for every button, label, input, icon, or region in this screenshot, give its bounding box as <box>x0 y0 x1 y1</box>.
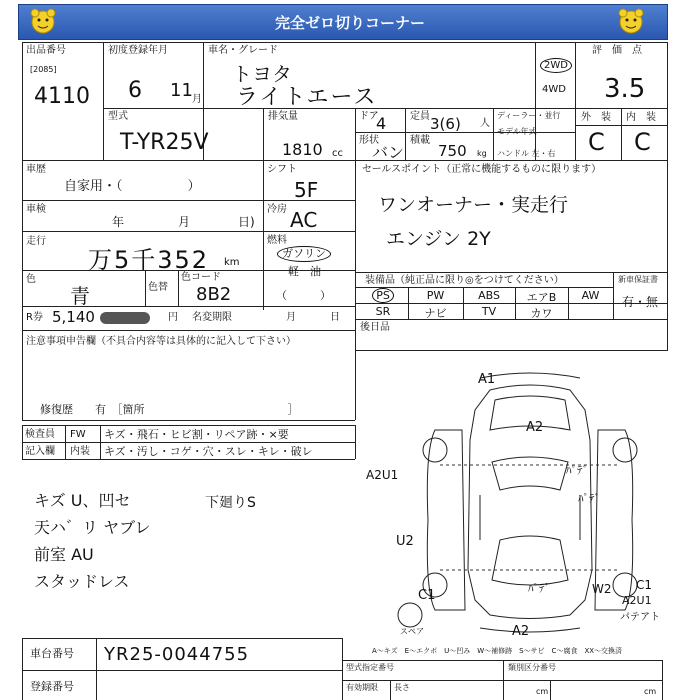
score-value: 3.5 <box>604 74 646 104</box>
inspector-label1: 検査員 <box>25 429 55 440</box>
sales-point-label: セールスポイント（正常に機能するものに限ります） <box>362 164 602 175</box>
mark-c1-right: C1 <box>636 578 653 592</box>
recycle-unit: 円 <box>168 312 178 323</box>
repair-history: 修復歴 有 ［箇所 ］ <box>40 403 299 416</box>
first-reg-label: 初度登録年月 <box>108 45 168 56</box>
inspector-label2: 記入欄 <box>25 446 55 457</box>
mileage-value: 万5千352 <box>88 246 210 274</box>
drive-2wd: 2WD <box>540 58 572 73</box>
mark-a2u1: A2U1 <box>366 468 399 482</box>
color-label: 色 <box>26 274 36 285</box>
mark-u2: U2 <box>396 534 414 549</box>
shift-label: シフト <box>267 164 297 175</box>
handle-label: ハンドル 左・右 <box>497 149 556 158</box>
car-label: 車名・グレード <box>208 45 278 56</box>
door-value: 4 <box>376 114 387 133</box>
equip-leather: カワ <box>530 307 553 320</box>
score-label: 評 価 点 <box>592 45 642 56</box>
mark-w2: W2 <box>592 582 612 596</box>
history-label: 車歴 <box>26 164 46 175</box>
capacity-unit: 人 <box>480 118 490 129</box>
inspector-interior-label: 内装 <box>70 446 90 457</box>
mark-bd3: ﾊﾟﾃﾞ <box>528 582 550 595</box>
warranty-label: 新車保証書 <box>618 275 658 284</box>
drive-4wd: 4WD <box>542 84 566 95</box>
displacement-label: 排気量 <box>268 111 298 122</box>
ext-label: 外 装 <box>581 112 611 123</box>
equip-aw: AW <box>581 289 600 302</box>
first-reg-month: 11 <box>170 80 193 101</box>
mark-c1-left: C1 <box>418 588 436 603</box>
registration-label: 登録番号 <box>30 680 74 693</box>
color-value: 青 <box>70 284 90 308</box>
capacity-label: 定員 <box>410 111 430 122</box>
equip-airbag: エアB <box>526 291 557 304</box>
capacity-value: 3(6) <box>430 115 461 133</box>
displacement-value: 1810 <box>282 140 323 159</box>
equip-abs: ABS <box>478 289 500 302</box>
recycle-label: R券 <box>26 312 43 323</box>
aircon-value: AC <box>290 208 318 232</box>
color-coat-label: 色替 <box>148 282 168 293</box>
model-year-label: モデル年式 <box>497 127 537 136</box>
mark-bd1: ﾊﾟﾃﾞ <box>566 464 588 477</box>
inspector-exterior-items: キズ・飛石・ヒビ割・リペア跡・×要 <box>104 428 289 441</box>
fuel-diesel: 軽 油 <box>288 265 321 278</box>
inspection-label: 車検 <box>26 204 46 215</box>
notes-label: 注意事項申告欄（不具合内容等は具体的に記入して下さい） <box>26 336 296 347</box>
name-change-day: 日 <box>330 312 340 323</box>
mark-a1: A1 <box>478 372 496 387</box>
shift-value: 5F <box>294 178 319 202</box>
mark-right-note1: A2U1 <box>622 594 652 607</box>
car-maker: トヨタ <box>232 62 292 86</box>
door-label: ドア <box>359 111 379 122</box>
ext-grade: C <box>588 128 605 156</box>
model-code-value: T-YR25V <box>120 130 209 155</box>
equip-ps: PS <box>358 289 408 302</box>
width-unit: cm <box>644 687 657 696</box>
length-label: 長さ <box>394 683 410 692</box>
legend-line: A～キズ E～エクボ U～凹み W～補修跡 S～サビ C～腐食 XX～交換済 <box>372 647 623 655</box>
load-value: 750 <box>438 142 467 160</box>
note-line2: 天ハ゛リ ヤブレ <box>34 518 151 537</box>
aircon-label: 冷房 <box>267 204 287 215</box>
inspector-fw: FW <box>70 429 86 440</box>
int-label: 内 装 <box>626 112 656 123</box>
expiry-label: 有効期限 <box>346 683 378 692</box>
load-label: 積載 <box>410 135 430 146</box>
inspector-interior-items: キズ・汚し・コゲ・穴・スレ・キレ・破レ <box>104 445 313 458</box>
inspection-year: 年 <box>112 215 125 229</box>
sales-point-line2: エンジン 2Y <box>386 228 491 250</box>
rear-seat-label: 後日品 <box>360 322 390 333</box>
inspection-day: 日) <box>238 215 255 229</box>
int-grade: C <box>634 128 651 156</box>
lot-label: 出品番号 <box>26 45 66 56</box>
car-model: ライトエース <box>236 85 378 110</box>
first-reg-year: 6 <box>128 78 142 103</box>
lot-sub: [2085] <box>30 65 57 74</box>
equip-sr: SR <box>375 305 391 318</box>
equip-navi: ナビ <box>424 307 447 320</box>
name-change-label: 名変期限 <box>192 312 232 323</box>
note-line1: キズ U、凹セ <box>34 491 131 510</box>
color-code-label: 色コード <box>181 272 221 283</box>
fuel-gas: ガソリン <box>277 246 331 262</box>
color-code: 8B2 <box>196 284 232 305</box>
banner-title: 完全ゼロ切りコーナー <box>274 14 425 32</box>
displacement-unit: cc <box>332 148 343 159</box>
length-unit: cm <box>536 687 549 696</box>
mark-a2-top: A2 <box>526 420 544 435</box>
note-side: 下廻りS <box>205 495 256 511</box>
fuel-other: （ ） <box>276 289 331 302</box>
recycle-redaction <box>100 312 150 324</box>
mark-right-note2: パテアト <box>620 612 660 623</box>
chassis-value: YR25-0044755 <box>104 644 250 665</box>
chassis-label: 車台番号 <box>30 647 74 660</box>
mileage-label: 走行 <box>26 236 46 247</box>
type-designation-label: 型式指定番号 <box>346 663 394 672</box>
sales-point-line1: ワンオーナー・実走行 <box>378 194 569 216</box>
inspection-month: 月 <box>178 215 191 229</box>
fuel-label: 燃料 <box>267 235 287 246</box>
equip-pw: PW <box>426 289 445 302</box>
warranty-value: 有・無 <box>622 295 659 309</box>
equipment-label: 装備品（純正品に限り◎をつけてください） <box>365 275 564 286</box>
shape-value: バン <box>372 143 405 162</box>
mileage-unit: km <box>224 257 240 268</box>
mark-spare: スペア <box>400 627 424 636</box>
first-reg-month-unit: 月 <box>192 94 202 105</box>
model-code-label: 型式 <box>108 111 128 122</box>
recycle-value: 5,140 <box>52 308 95 326</box>
load-unit: kg <box>477 149 487 158</box>
equip-tv: TV <box>481 305 497 318</box>
name-change-month: 月 <box>286 312 296 323</box>
note-line3: 前室 AU <box>34 545 94 564</box>
lot-number: 4110 <box>34 84 90 109</box>
mark-bd2: ﾊﾟﾃﾞ <box>578 492 600 505</box>
category-label: 類別区分番号 <box>508 663 556 672</box>
history-value: 自家用・（ ） <box>64 179 201 194</box>
dealer-label: ディーラー・並行 <box>497 111 561 120</box>
shape-label: 形状 <box>359 135 379 146</box>
mark-a2-bottom: A2 <box>512 624 530 639</box>
note-line4: スタッドレス <box>34 572 130 591</box>
